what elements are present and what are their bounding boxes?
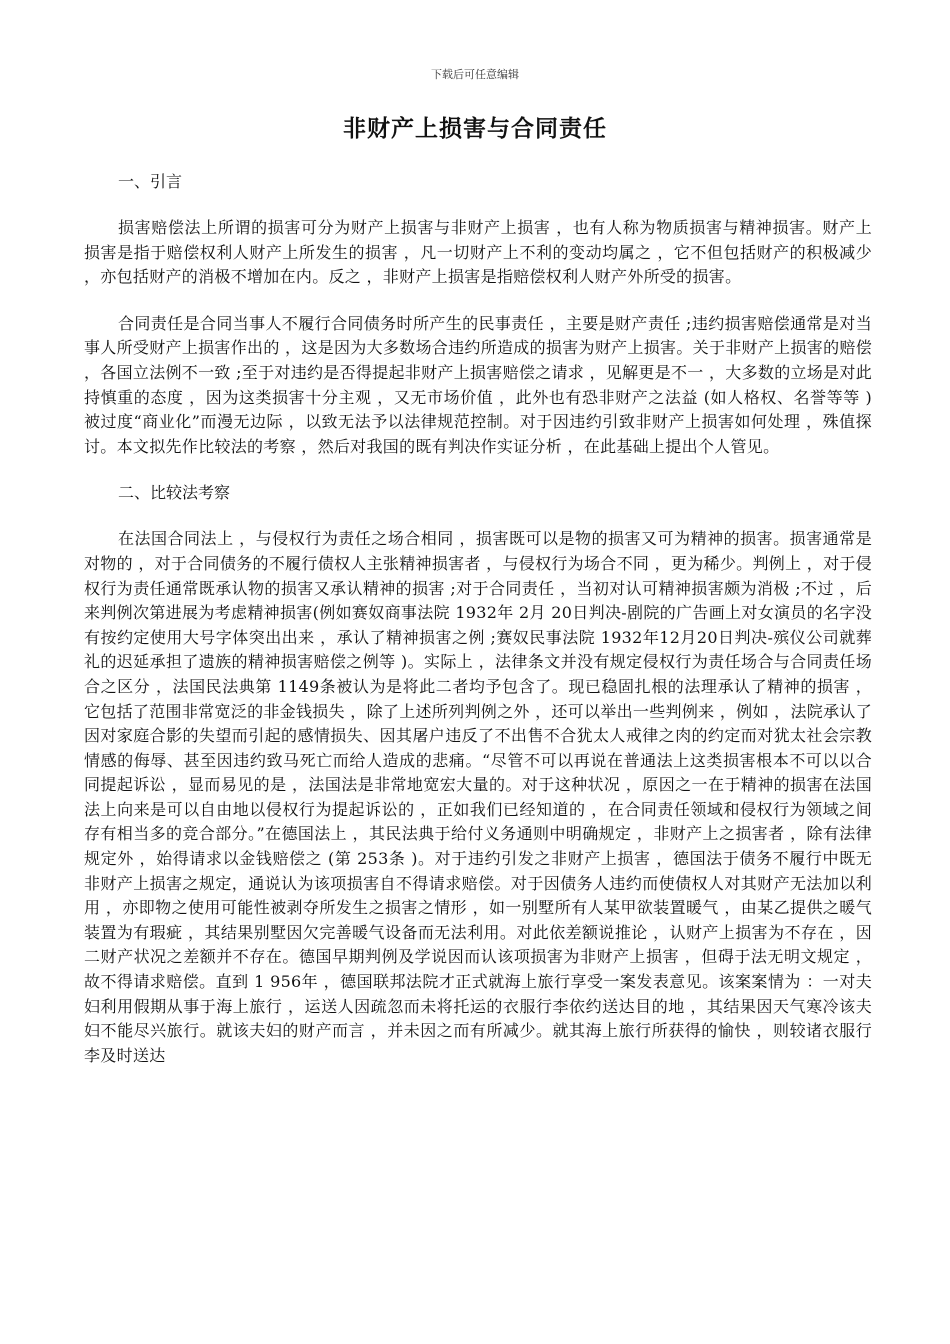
paragraph: 合同责任是合同当事人不履行合同债务时所产生的民事责任 ，主要是财产责任 ;违约损害赔偿通常是对当事人所受财产上损害作出的 ，这是因为大多数场合违约所造成的损害为财产上损害。关于非财产上损害的赔偿 ，各国立法例不一致 ;至于对违约是否得提起非财产上损害赔偿之请求 ，见解更是不一 ，大多数的立场是对此持慎重的态度 ，因为这类损害十分主观 ，又无市场价值 ，此外也有恐非财产之法益 (如人格权、名誉等等 )被过度“商业化”而漫无边际 ，以致无法予以法律规范控制。对于因违约引致非财产上损害如何处理 ，殊值探讨。本文拟先作比较法的考察 ，然后对我国的既有判决作实证分析 ，在此基础上提出个人管见。 — [84, 313, 872, 456]
paragraph: 损害赔偿法上所谓的损害可分为财产上损害与非财产上损害 ，也有人称为物质损害与精神损害。财产上损害是指于赔偿权利人财产上所发生的损害 ，凡一切财产上不利的变动均属之 ，它不但包括财产的积极减少 ，亦包括财产的消极不增加在内。反之 ，非财产上损害是指赔偿权利人财产外所受的损害。 — [84, 218, 872, 287]
section-heading: 二、比较法考察 — [118, 483, 231, 503]
document-title: 非财产上损害与合同责任 — [343, 115, 607, 142]
section-heading: 一、引言 — [118, 172, 183, 191]
header-note: 下载后可任意编辑 — [431, 68, 519, 81]
paragraph: 在法国合同法上 ，与侵权行为责任之场合相同 ，损害既可以是物的损害又可为精神的损害。损害通常是对物的 ，对于合同债务的不履行债权人主张精神损害者 ，与侵权行为场合不同 ，更为稀少。判例上 ，对于侵权行为责任通常既承认物的损害又承认精神的损害 ;对于合同责任 ，当初对认可精神损害颇为消极 ;不过 ，后来判例次第进展为考虑精神损害(例如赛奴商事法院 1932年 2月 20日判决-剧院的广告画上对女演员的名字没有按约定使用大号字体突出出来 ，承认了精神损害之例 ;赛奴民事法院 1932年12月20日判决-殡仪公司就葬礼的迟延承担了遗族的精神损害赔偿之例等 )。实际上 ，法律条文并没有规定侵权行为责任场合与合同责任场合之区分 ，法国民法典第 1149条被认为是将此二者均予包含了。现已稳固扎根的法理承认了精神的损害 ，它包括了范围非常宽泛的非金钱损失 ，除了上述所列判例之外 ，还可以举出一些判例来 ，例如 ，法院承认了因对家庭合影的失望而引起的感情损失、因其屠户违反了不出售不合犹太人戒律之肉的约定而对犹太社会宗教情感的侮辱、甚至因违约致马死亡而给人造成的悲痛。“尽管不可以再说在普通法上这类损害根本不可以以合同提起诉讼 ，显而易见的是 ，法国法是非常地宽宏大量的。对于这种状况 ，原因之一在于精神的损害在法国法上向来是可以自由地以侵权行为提起诉讼的 ，正如我们已经知道的 ，在合同责任领域和侵权行为领域之间存有相当多的竞合部分。”在德国法上 ，其民法典于给付义务通则中明确规定 ，非财产上之损害者 ，除有法律规定外 ，始得请求以金钱赔偿之 (第 253条 )。对于违约引发之非财产上损害 ，德国法于债务不履行中既无非财产上损害之规定，通说认为该项损害自不得请求赔偿。对于因债务人违约而使债权人对其财产无法加以利用 ，亦即物之使用可能性被剥夺所发生之损害之情形 ，如一别墅所有人某甲欲装置暖气 ，由某乙提供之暖气装置为有瑕疵 ，其结果别墅因欠完善暖气设备而无法利用。对此依差额说推论 ，认财产上损害为不存在 ，因二财产状况之差额并不存在。德国早期判例及学说因而认该项损害为非财产上损害 ，但碍于法无明文规定 ，故不得请求赔偿。直到 1 956年 ，德国联邦法院才正式就海上旅行享受一案发表意见。该案案情为 ：一对夫妇利用假期从事于海上旅行 ，运送人因疏忽而未将托运的衣服行李依约送达目的地 ，其结果因天气寒冷该夫妇不能尽兴旅行。就该夫妇的财产而言 ，并未因之而有所减少。就其海上旅行所获得的愉快 ，则较诸衣服行李及时送达 — [84, 529, 872, 1065]
document-body — [84, 170, 872, 1068]
